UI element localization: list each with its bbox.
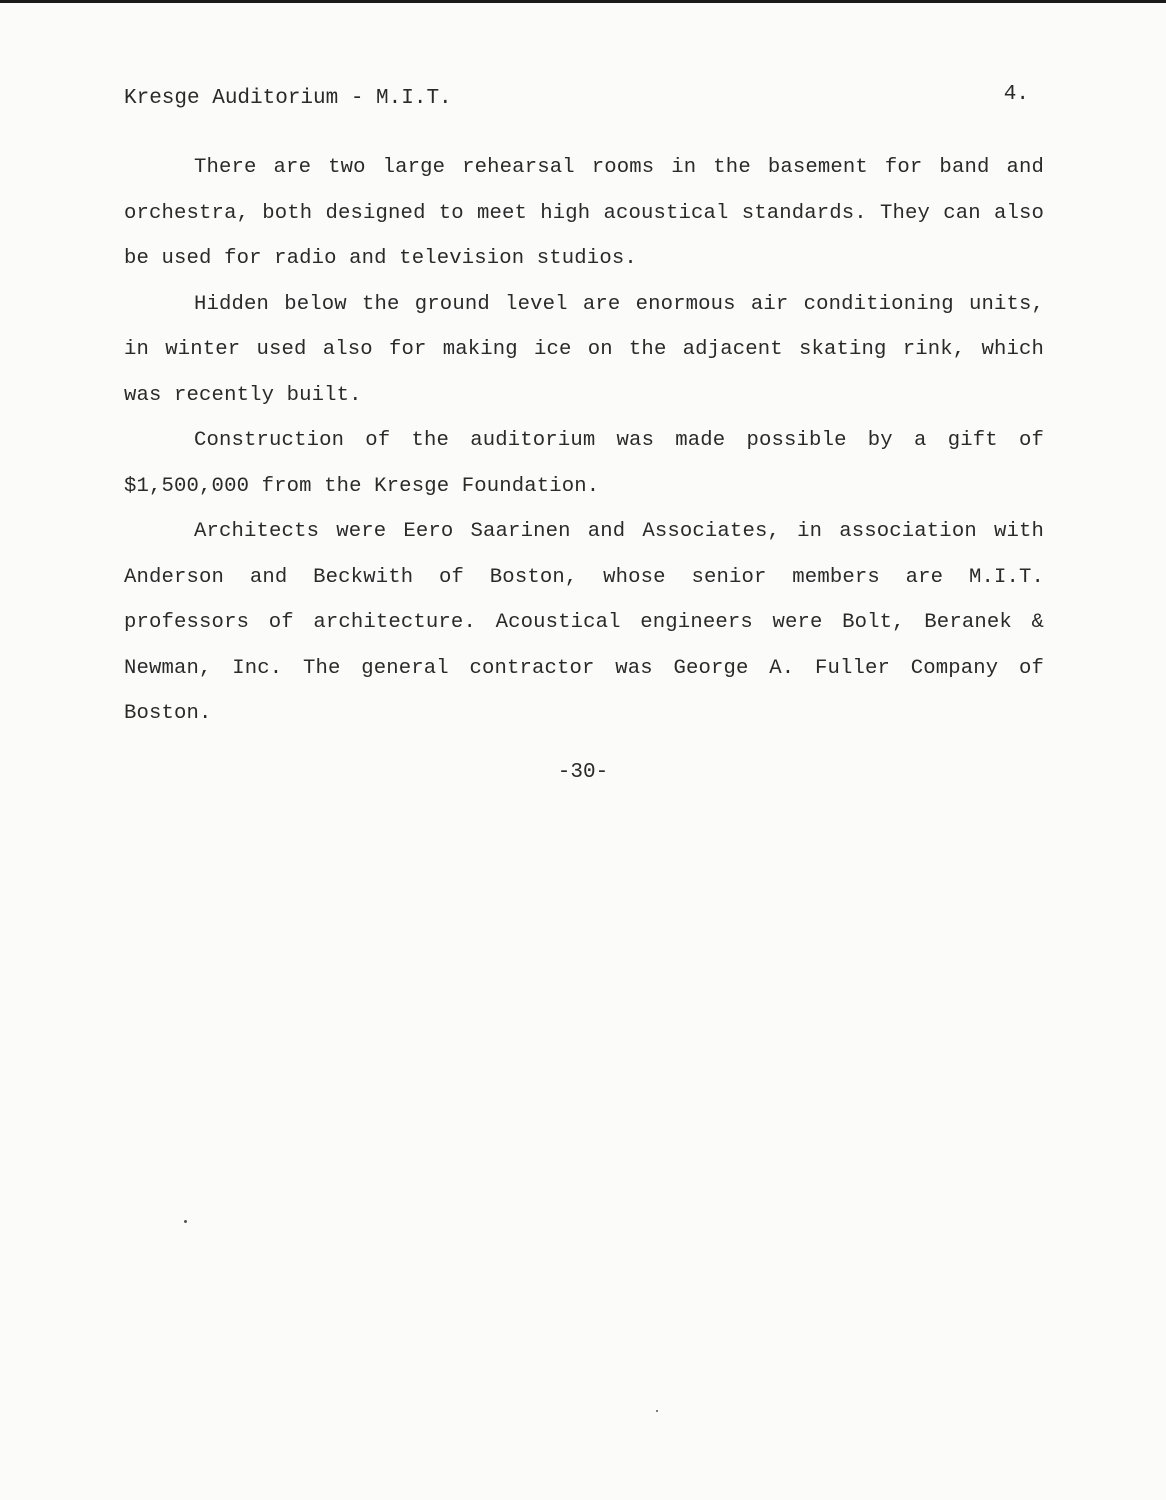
- paragraph-air-conditioning: Hidden below the ground level are enormous air conditioning units, in winter used also for making ice on the adjacent skating rink, which was recently built.: [124, 292, 1044, 407]
- page-number: 4.: [1003, 83, 1029, 106]
- paragraph-architects: Architects were Eero Saarinen and Associates, in association with Anderson and Beckwith of Boston, whose senior members are M.I.T. professors of architecture. Acoustical engineers were Bolt, Beranek & Newman, Inc. The general contractor was George A. Fuller Company of Boston.: [124, 520, 1044, 725]
- scan-speck: [656, 1410, 658, 1412]
- scan-speck: [184, 1220, 187, 1223]
- paragraph-construction-gift: Construction of the auditorium was made possible by a gift of $1,500,000 from the Kresge Foundation.: [124, 429, 1044, 498]
- scan-top-edge: [0, 0, 1166, 3]
- document-body: [124, 145, 1044, 737]
- paragraph-rehearsal-rooms: There are two large rehearsal rooms in the basement for band and orchestra, both designed to meet high acoustical standards. They can also be used for radio and television studios.: [124, 156, 1044, 270]
- header-title: Kresge Auditorium - M.I.T.: [124, 87, 452, 110]
- end-mark: -30-: [557, 761, 609, 784]
- page-header: [124, 84, 1029, 114]
